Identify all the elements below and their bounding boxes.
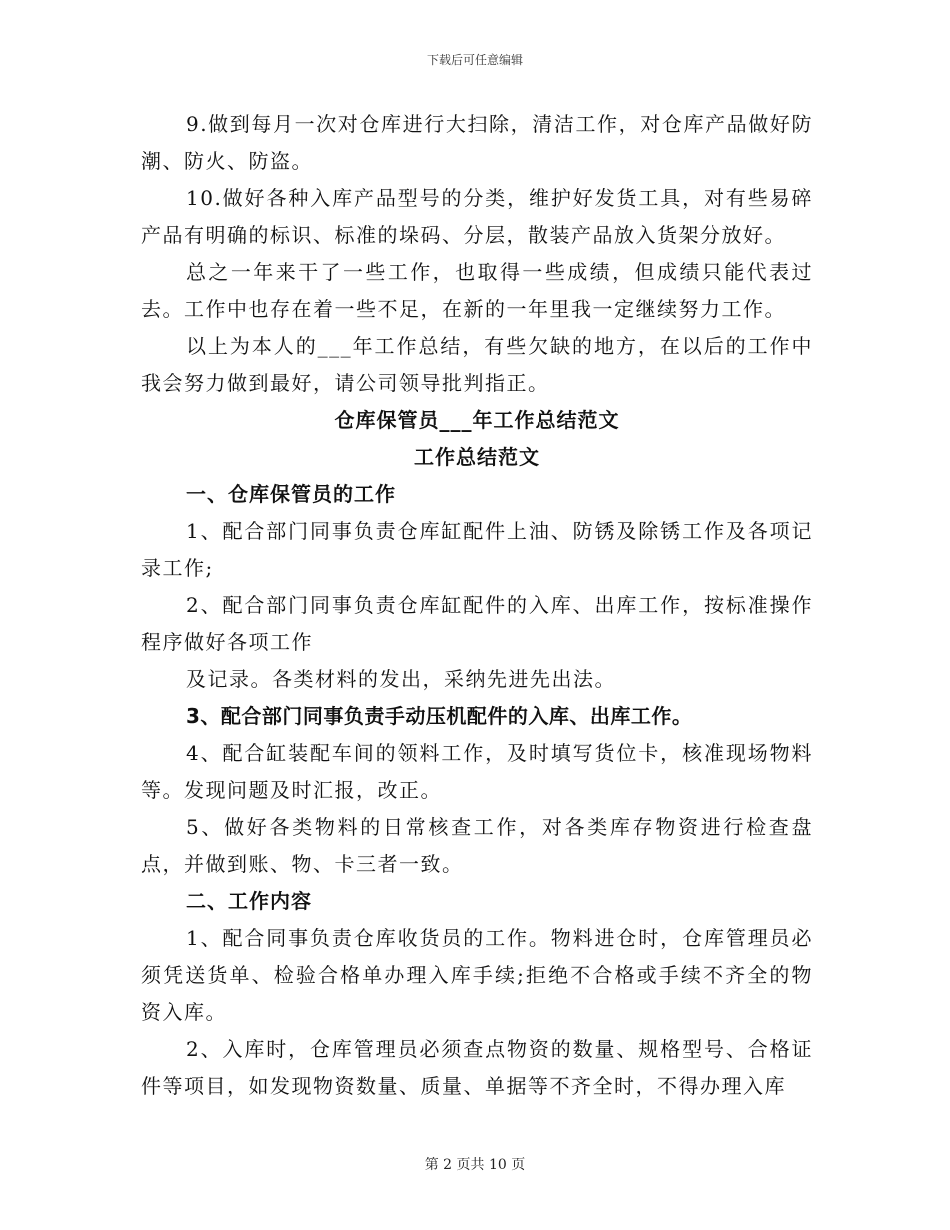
paragraph-closing: 以上为本人的___年工作总结，有些欠缺的地方，在以后的工作中我会努力做到最好，请公司领导批判指正。 <box>141 334 813 395</box>
paragraph-10: 10.做好各种入库产品型号的分类，维护好发货工具，对有些易碎产品有明确的标识、标准的垛码、分层，散装产品放入货架分放好。 <box>141 186 813 247</box>
paragraph-9: 9.做到每月一次对仓库进行大扫除，清洁工作，对仓库产品做好防潮、防火、防盗。 <box>141 112 813 173</box>
section1-item-3: 3、配合部门同事负责手动压机配件的入库、出库工作。 <box>186 704 693 728</box>
section1-item-5: 5、做好各类物料的日常核查工作，对各类库存物资进行检查盘点，并做到账、物、卡三者一致。 <box>141 815 813 876</box>
section2-item-1: 1、配合同事负责仓库收货员的工作。物料进仓时，仓库管理员必须凭送货单、检验合格单办理入库手续;拒绝不合格或手续不齐全的物资入库。 <box>141 926 813 1024</box>
page-header: 下载后可任意编辑 <box>426 53 523 67</box>
section1-item-1: 1、配合部门同事负责仓库缸配件上油、防锈及除锈工作及各项记录工作; <box>141 519 813 580</box>
section2-item-2: 2、入库时，仓库管理员必须查点物资的数量、规格型号、合格证件等项目，如发现物资数量、质量、单据等不齐全时，不得办理入库 <box>141 1037 813 1098</box>
document-body <box>141 106 813 1105</box>
document-subtitle: 工作总结范文 <box>414 445 540 469</box>
document-title: 仓库保管员___年工作总结范文 <box>334 408 620 432</box>
paragraph-summary: 总之一年来干了一些工作，也取得一些成绩，但成绩只能代表过去。工作中也存在着一些不足，在新的一年里我一定继续努力工作。 <box>141 260 813 321</box>
section1-item-2-cont: 及记录。各类材料的发出，采纳先进先出法。 <box>186 667 616 691</box>
page-footer: 第 2 页共 10 页 <box>424 1157 526 1173</box>
section1-item-4: 4、配合缸装配车间的领料工作，及时填写货位卡，核准现场物料等。发现问题及时汇报，改正。 <box>141 741 813 802</box>
section-heading-1: 一、仓库保管员的工作 <box>186 482 396 506</box>
section1-item-2: 2、配合部门同事负责仓库缸配件的入库、出库工作，按标准操作程序做好各项工作 <box>141 593 813 654</box>
section-heading-2: 二、工作内容 <box>186 889 312 913</box>
